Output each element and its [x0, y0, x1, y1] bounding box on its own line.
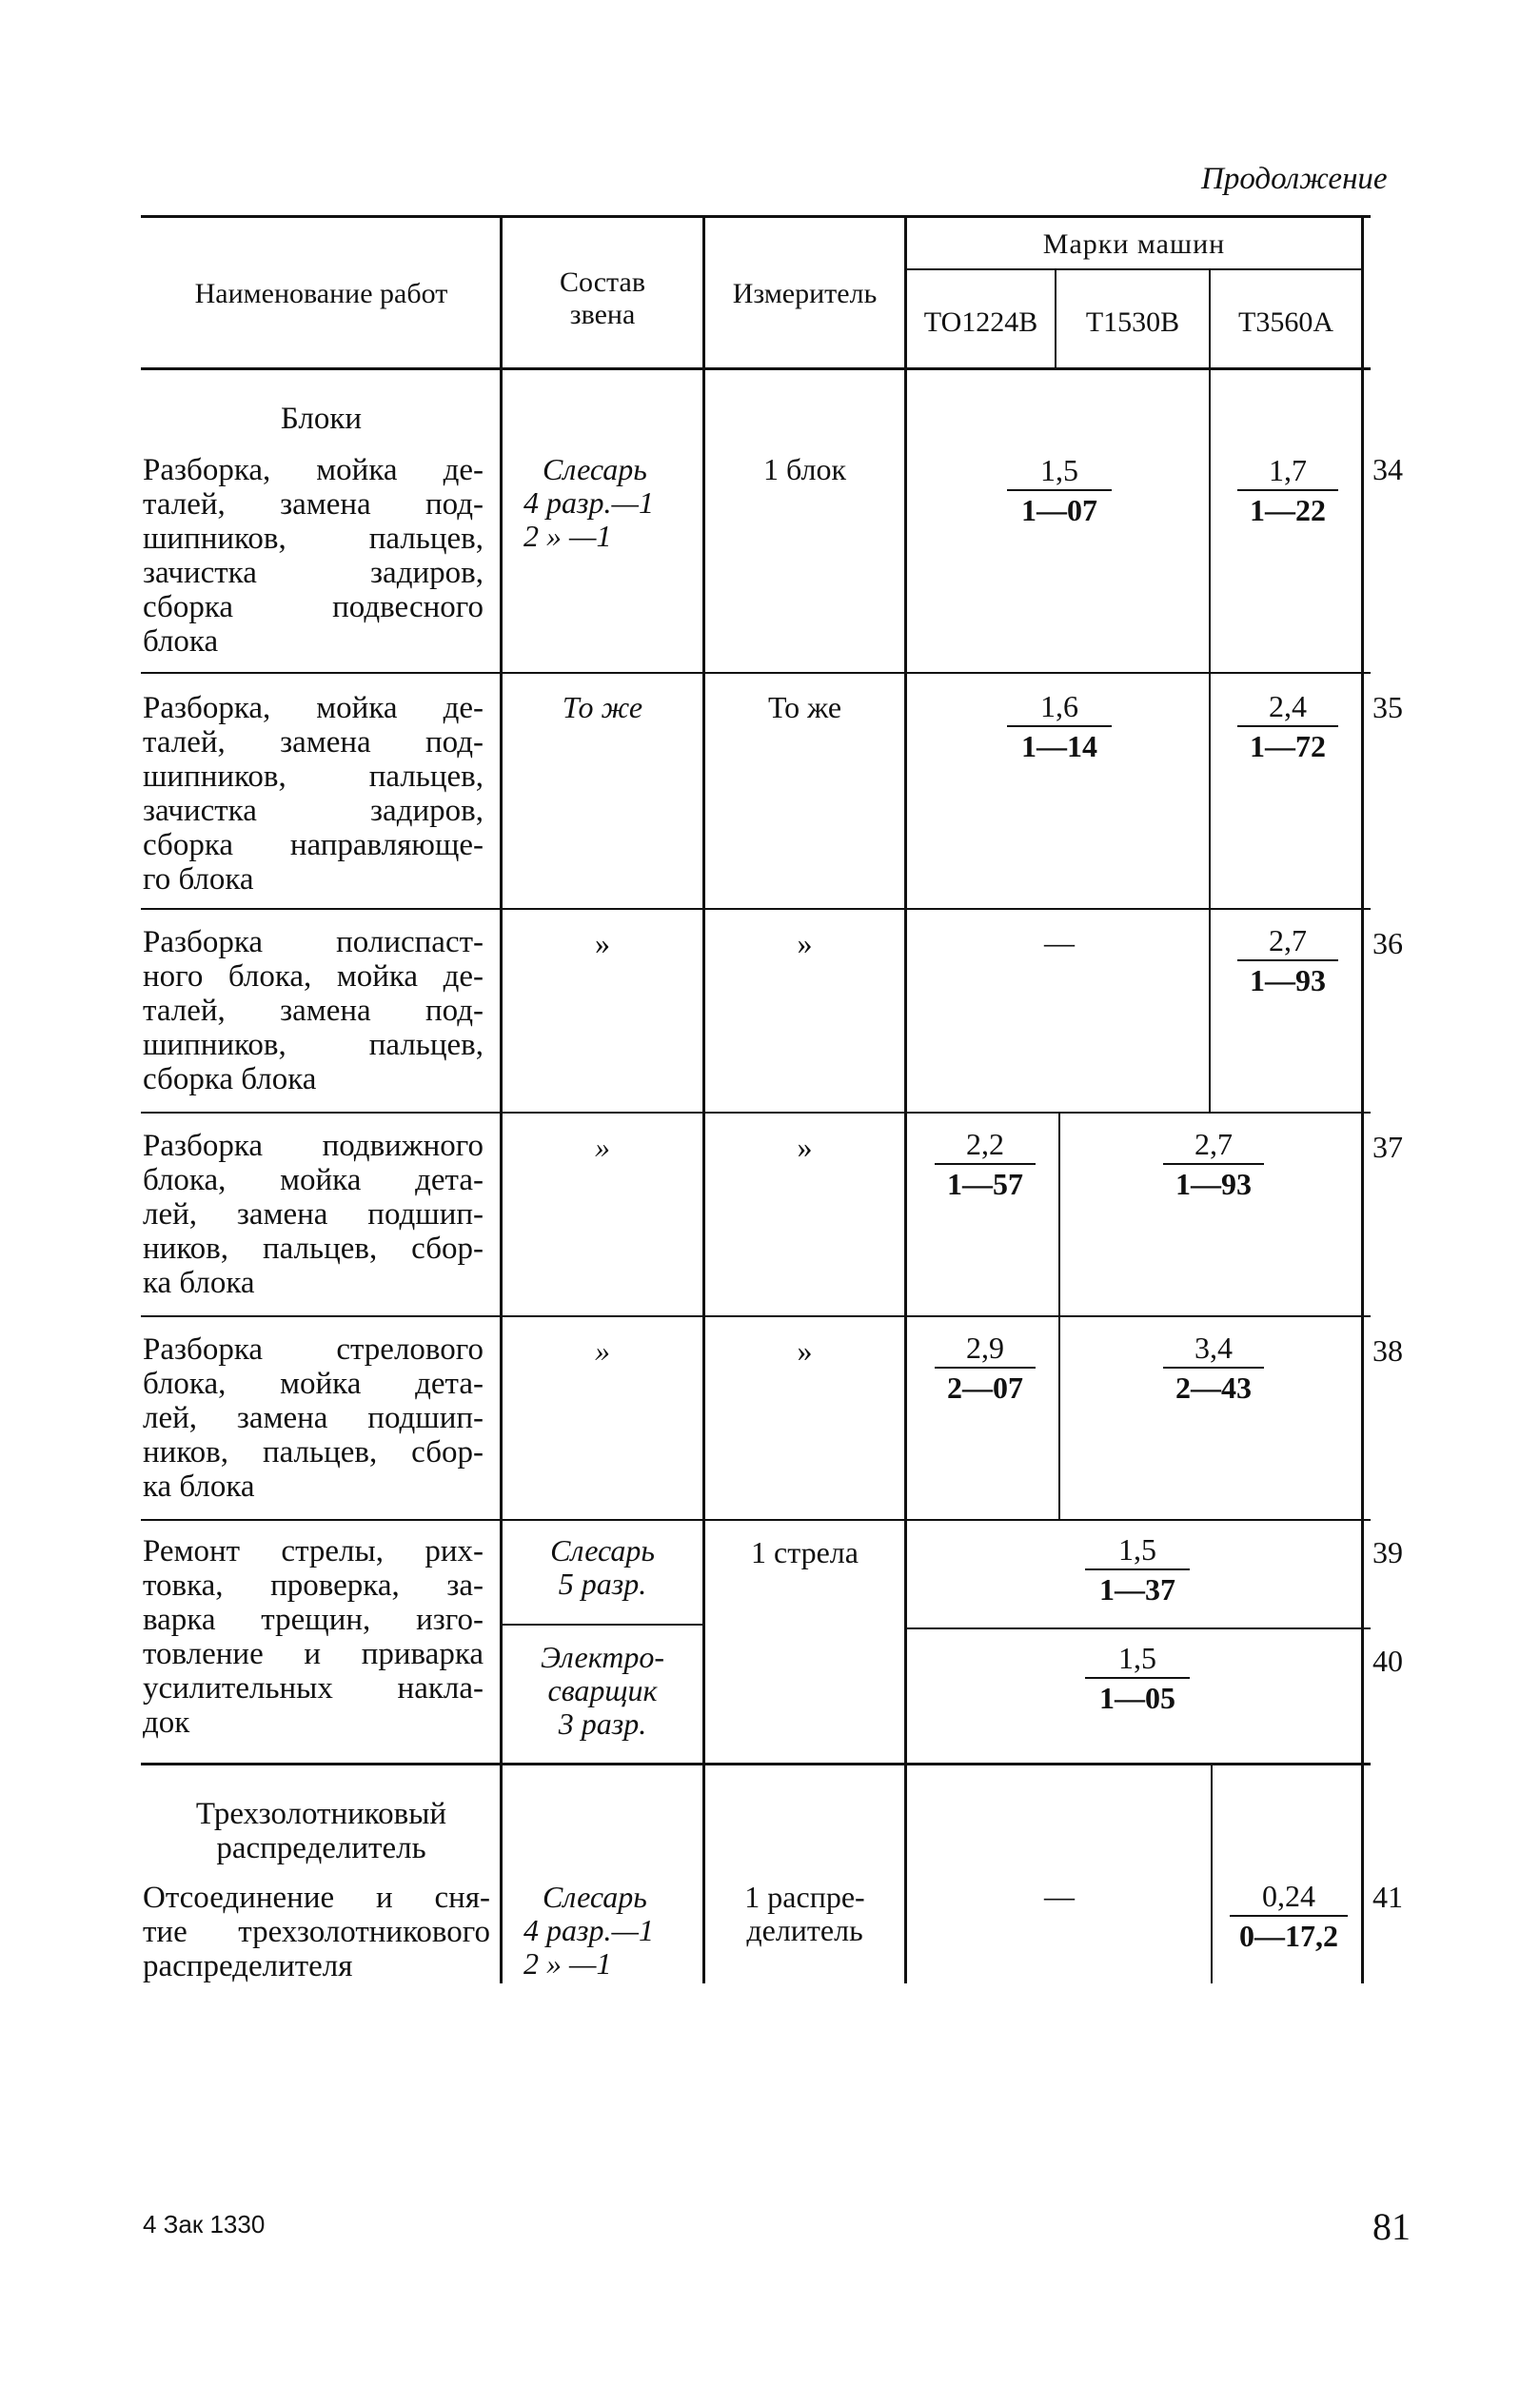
row-34-norm-2: $\frac{1,7}{1—22}$ — [1237, 451, 1338, 529]
header-unit: Измеритель — [732, 278, 878, 309]
row-34-crew: Слесарь 4 разр.—1 2 » —1 — [523, 452, 654, 553]
row-35-name: Разборка, мойка де- талей, замена под- шипников, пальцев, зачистка задиров, сборка направляюще- го блока — [143, 691, 484, 897]
row-37-name: Разборка подвижного блока, мойка дета- лей, замена подшип- ников, пальцев, сбор- ка блока — [143, 1129, 484, 1300]
row-37-crew: » — [595, 1130, 610, 1164]
header-machine-1: ТО1224В — [923, 306, 1038, 338]
row-34-number: 34 — [1372, 452, 1403, 486]
row-40-crew: Электро- сварщик 3 разр. — [541, 1640, 664, 1741]
row-39-40-unit: 1 стрела — [751, 1535, 859, 1569]
row-41-name: Отсоединение и сня- тие трехзолотникового распределителя — [143, 1881, 490, 1983]
header-machine-2: Т1530В — [1085, 306, 1180, 338]
header-name: Наименование работ — [194, 278, 448, 309]
row-36-crew: » — [595, 926, 610, 960]
row-41-number: 41 — [1372, 1880, 1403, 1914]
row-38-crew: » — [595, 1333, 610, 1368]
row-39-40-name: Ремонт стрелы, рих- товка, проверка, за- варка трещин, изго- товление и приварка усилительных накла- док — [143, 1534, 484, 1740]
row-37-norm-2: $\frac{2,7}{1—93}$ — [1163, 1125, 1264, 1203]
row-38-name: Разборка стрелового блока, мойка дета- лей, замена подшип- ников, пальцев, сбор- ка блока — [143, 1332, 484, 1504]
row-35-crew: То же — [562, 690, 643, 724]
row-41-unit: 1 распре- делитель — [744, 1880, 865, 1947]
row-38-norm-2: $\frac{3,4}{2—43}$ — [1163, 1329, 1264, 1407]
row-37-norm-1: $\frac{2,2}{1—57}$ — [935, 1125, 1036, 1203]
row-40-number: 40 — [1372, 1644, 1403, 1678]
row-34-norm-1: $\frac{1,5}{1—07}$ — [1007, 451, 1112, 529]
row-35-number: 35 — [1372, 690, 1403, 724]
row-36-norm-2: $\frac{2,7}{1—93}$ — [1237, 921, 1338, 999]
continuation-label: Продолжение — [1201, 162, 1388, 196]
section-title-distributor: Трехзолотниковый распределитель — [195, 1797, 447, 1865]
row-36-unit: » — [797, 926, 813, 960]
row-41-crew: Слесарь 4 разр.—1 2 » —1 — [523, 1880, 654, 1981]
row-34-unit: 1 блок — [763, 452, 846, 486]
row-36-number: 36 — [1372, 926, 1403, 960]
row-40-norm: $\frac{1,5}{1—05}$ — [1085, 1639, 1190, 1717]
row-34-name: Разборка, мойка де- талей, замена под- шипников, пальцев, зачистка задиров, сборка подвесного блока — [143, 453, 484, 659]
page-number: 81 — [1372, 2205, 1411, 2248]
row-38-number: 38 — [1372, 1333, 1403, 1368]
row-37-unit: » — [797, 1130, 813, 1164]
section-title-blocks: Блоки — [280, 402, 363, 436]
footer-order-note: 4 Зак 1330 — [143, 2210, 266, 2238]
header-machines: Марки машин — [1042, 228, 1226, 260]
row-39-norm: $\frac{1,5}{1—37}$ — [1085, 1530, 1190, 1608]
row-39-number: 39 — [1372, 1535, 1403, 1569]
row-35-norm-1: $\frac{1,6}{1—14}$ — [1007, 687, 1112, 765]
row-38-norm-1: $\frac{2,9}{2—07}$ — [935, 1329, 1036, 1407]
row-36-empty-dash: — — [1044, 925, 1075, 959]
row-39-crew: Слесарь 5 разр. — [550, 1533, 655, 1601]
row-38-unit: » — [797, 1333, 813, 1368]
row-41-empty-dash: — — [1044, 1879, 1075, 1913]
row-37-number: 37 — [1372, 1130, 1403, 1164]
row-35-norm-2: $\frac{2,4}{1—72}$ — [1237, 687, 1338, 765]
row-36-name: Разборка полиспаст- ного блока, мойка де- талей, замена под- шипников, пальцев, сборка блока — [143, 925, 484, 1096]
row-35-unit: То же — [767, 690, 842, 724]
header-crew-line2: звена — [569, 299, 636, 330]
row-41-norm-2: $\frac{0,24}{0—17,2}$ — [1230, 1877, 1348, 1955]
header-crew-line1: Состав — [559, 266, 646, 298]
header-machine-3: Т3560А — [1238, 306, 1333, 338]
